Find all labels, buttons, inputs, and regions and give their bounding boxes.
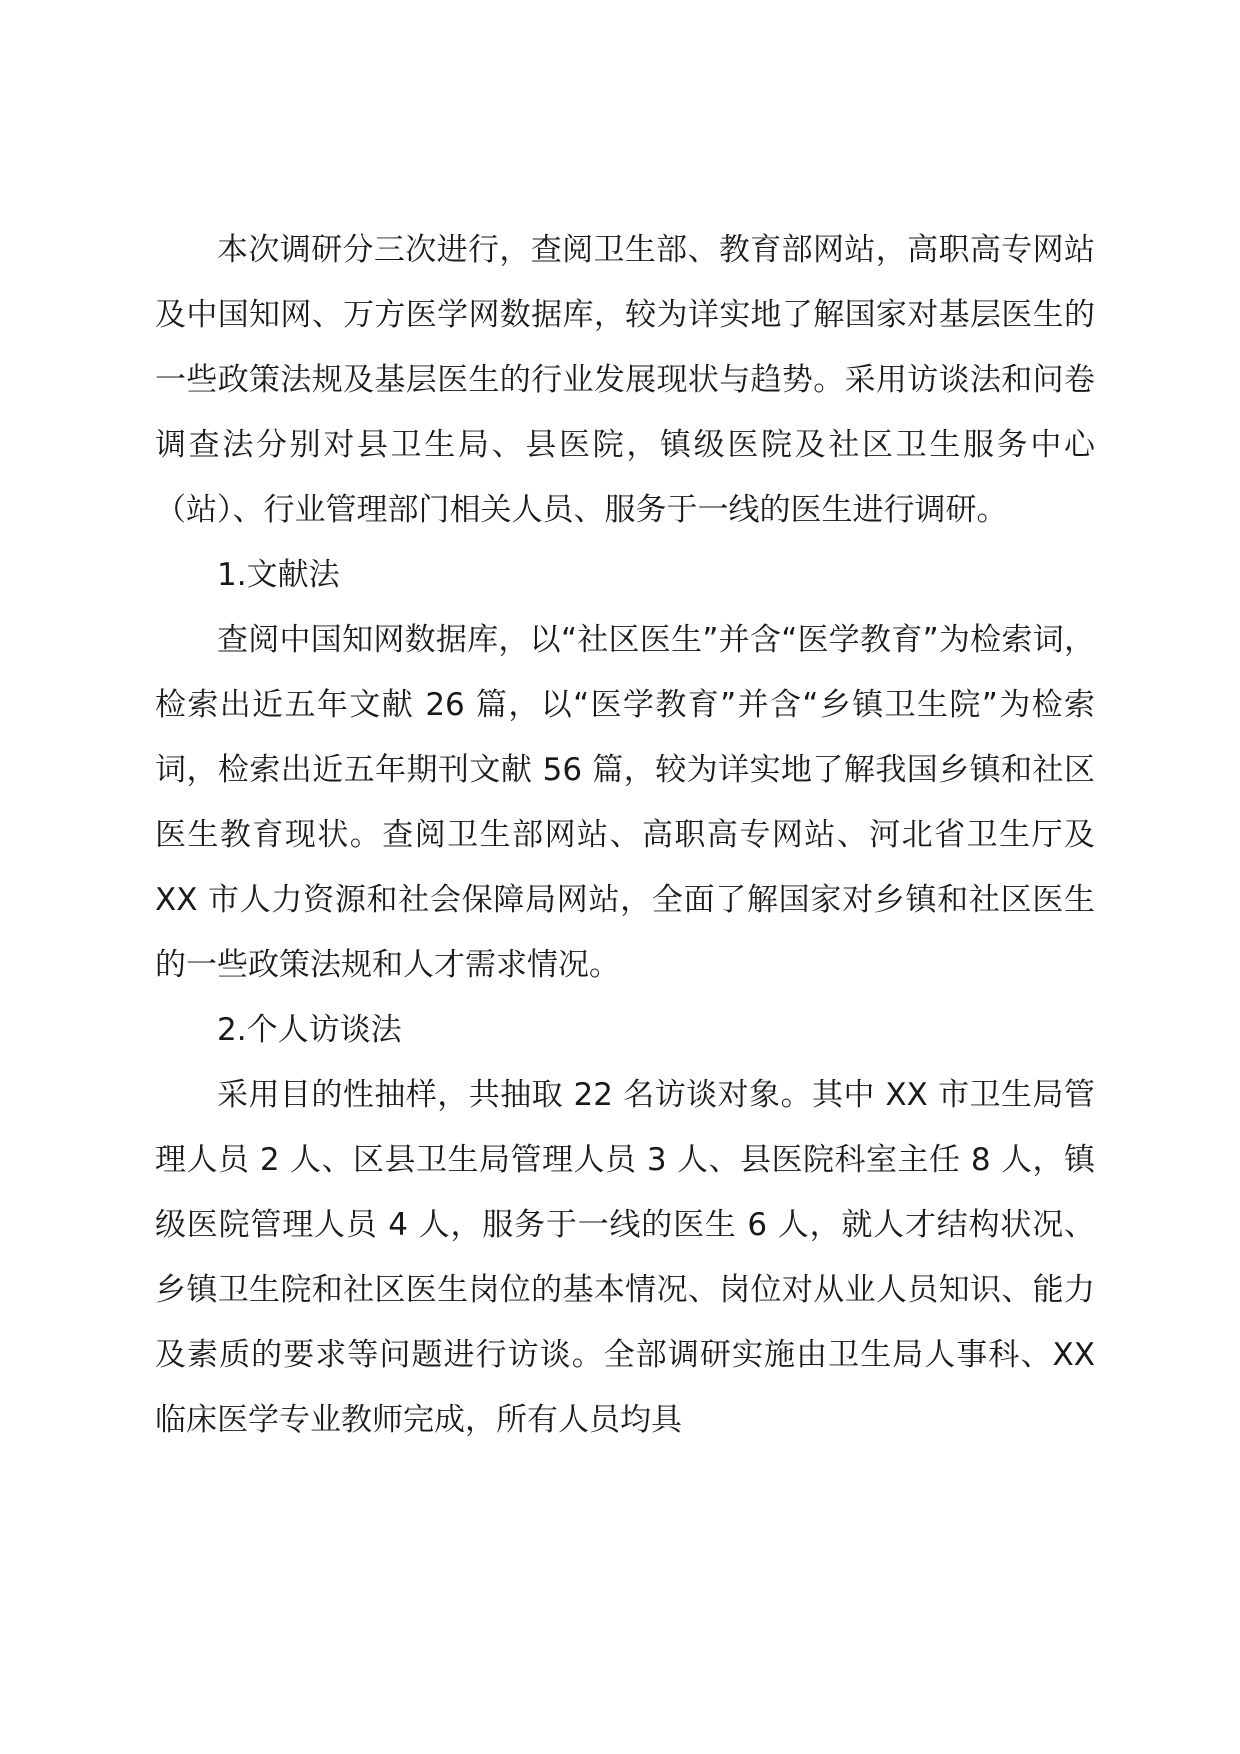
paragraph-intro: 本次调研分三次进行，查阅卫生部、教育部网站，高职高专网站及中国知网、万方医学网数据库，较为详实地了解国家对基层医生的一些政策法规及基层医生的行业发展现状与趋势。采用访谈法和问卷调查法分别对县卫生局、县医院，镇级医院及社区卫生服务中心（站）、行业管理部门相关人员、服务于一线的医生进行调研。 — [155, 232, 1095, 528]
document-body — [155, 218, 1095, 1453]
paragraph-literature-method: 查阅中国知网数据库，以“社区医生”并含“医学教育”为检索词，检索出近五年文献 26 篇，以“医学教育”并含“乡镇卫生院”为检索词，检索出近五年期刊文献 56 篇，较为详实地了解我国乡镇和社区医生教育现状。查阅卫生部网站、高职高专网站、河北省卫生厅及 XX 市人力资源和社会保障局网站，全面了解国家对乡镇和社区医生的一些政策法规和人才需求情况。 — [155, 622, 1095, 983]
section-heading-interview-method: 2.个人访谈法 — [217, 1012, 402, 1048]
section-heading-literature-method: 1.文献法 — [217, 557, 340, 593]
paragraph-interview-method: 采用目的性抽样，共抽取 22 名访谈对象。其中 XX 市卫生局管理人员 2 人、区县卫生局管理人员 3 人、县医院科室主任 8 人，镇级医院管理人员 4 人，服务于一线的医生 6 人，就人才结构状况、乡镇卫生院和社区医生岗位的基本情况、岗位对从业人员知识、能力及素质的要求等问题进行访谈。全部调研实施由卫生局人事科、XX 临床医学专业教师完成，所有人员均具 — [155, 1077, 1095, 1438]
